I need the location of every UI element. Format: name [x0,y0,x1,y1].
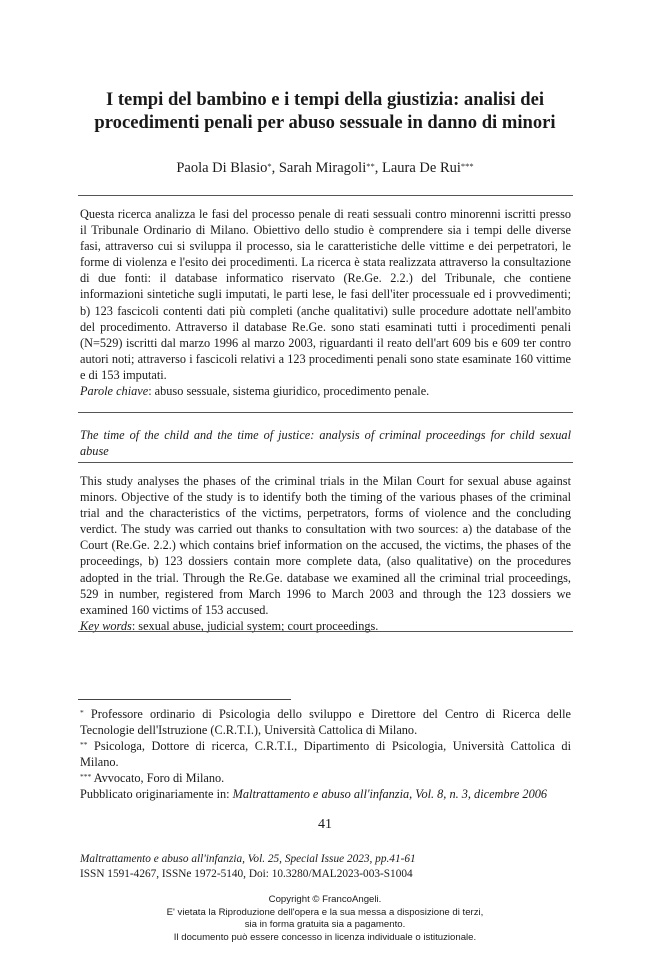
author-list [70,158,580,178]
abstract-italian-text: Questa ricerca analizza le fasi del processo penale di reati sessuali contro minorenni iscritti presso il Tribunale Ordinario di Milano. Obiettivo dello studio è comprendere sia i tempi delle diverse fasi, attraverso cui si sviluppa il processo, sia le caratteristiche delle vittime e dei perpetratori, le forme di violenza e l'esito dei procedimenti. La ricerca è stata realizzata attraverso la consultazione di due fonti: il database informatico riservato (Re.Ge. 2.2.) del Tribunale, che contiene informazioni sintetiche sugli imputati, le parti lese, le fasi dell'iter processuale ed i provvedimenti; b) 123 fascicoli contenti dati più completi (anche qualitativi) sulle procedure adottate nell'ambito del procedimento. Attraverso il database Re.Ge. sono stati esaminati tutti i procedimenti penali (N=529) iscritti dal marzo 1996 al marzo 2003, riguardanti il reato dell'art 609 bis e 609 ter contro autori noti; attraverso i fascicoli relativi a 123 procedimenti penali sono state esaminate 160 vittime e di 153 imputati. [80,207,571,382]
copyright-line: Copyright © FrancoAngeli. [268,894,382,905]
footnote-1: * Professore ordinario di Psicologia dello sviluppo e Direttore del Centro di Ricerca delle Tecnologie dell'Istruzione (C.R.T.I.), Università Cattolica di Milano. [80,707,571,738]
divider [78,631,573,632]
divider [78,195,573,196]
copyright-line: Il documento può essere concesso in licenza individuale o istituzionale. [173,931,477,943]
journal-citation: Maltrattamento e abuso all'infanzia, Vol. 25, Special Issue 2023, pp.41-61 [80,853,416,865]
page-number: 41 [318,817,332,832]
footnote-divider [78,699,291,700]
copyright-notice [0,894,650,944]
copyright-line: sia in forma gratuita sia a pagamento. [244,919,406,930]
abstract-italian [80,206,571,399]
footnotes [80,706,571,803]
author-2: Sarah Miragoli**, [278,160,382,176]
abstract-english [80,473,571,634]
author-3: Laura De Rui*** [382,160,474,176]
divider [78,462,573,463]
keywords-italian: Parole chiave: abuso sessuale, sistema giuridico, procedimento penale. [80,384,430,399]
keywords-english: Key words: sexual abuse, judicial system; court proceedings. [80,618,379,633]
footnote-2: ** Psicologa, Dottore di ricerca, C.R.T.I., Dipartimento di Psicologia, Università Cattolica di Milano. [80,739,571,770]
journal-info [80,852,571,882]
copyright-line: E' vietata la Riproduzione dell'opera e la sua messa a disposizione di terzi, [166,906,484,918]
english-title: The time of the child and the time of justice: analysis of criminal proceedings for child sexual abuse [80,428,571,459]
author-1: Paola Di Blasio*, [176,160,279,176]
divider [78,412,573,413]
footnote-3: *** Avvocato, Foro di Milano. [80,771,225,786]
abstract-english-text: This study analyses the phases of the criminal trials in the Milan Court for sexual abuse against minors. Objective of the study is to identify both the timing of the various phases of the criminal trial and the characteristics of the victims, perpetrators, forms of violence and the concluding verdict. The study was carried out thanks to consultation with two sources: a) the database of the Court (Re.Ge. 2.2.) which contains brief information on the accused, the victims, the phases of the proceedings, b) 123 dossiers contain more complete data, (also qualitative) on the procedures adopted in the trial. Through the Re.Ge. database we examined all the criminal trial proceedings, 529 in number, registered from March 1996 to March 2003 and through the 123 dossiers we examined 160 victims of 153 accused. [80,474,571,617]
publication-note: Pubblicato originariamente in: Maltrattamento e abuso all'infanzia, Vol. 8, n. 3, dicembre 2006 [80,787,548,802]
journal-issn: ISSN 1591-4267, ISSNe 1972-5140, Doi: 10.3280/MAL2023-003-S1004 [80,868,413,880]
paper-title: I tempi del bambino e i tempi della giustizia: analisi dei procedimenti penali per abuso sessuale in danno di minori [94,89,556,133]
